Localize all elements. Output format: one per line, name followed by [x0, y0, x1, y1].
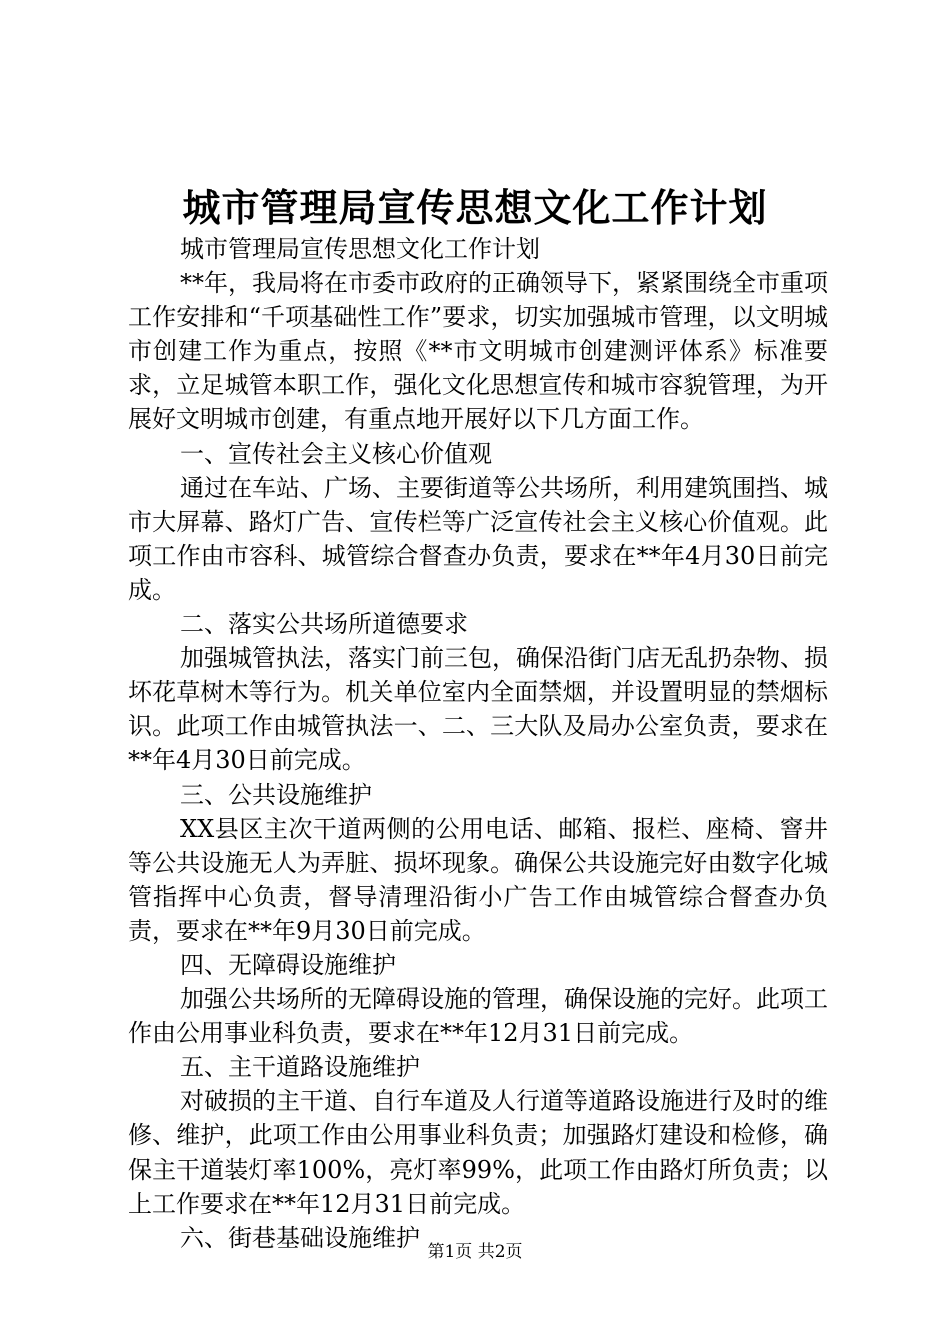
document-body	[128, 232, 828, 1255]
section-heading-2: 二、落实公共场所道德要求	[180, 610, 468, 639]
section-heading-1: 一、宣传社会主义核心价值观	[180, 439, 492, 468]
section-heading-6: 六、街巷基础设施维护	[180, 1223, 420, 1252]
page-footer: 第1页 共2页	[427, 1242, 523, 1262]
section-heading-5: 五、主干道路设施维护	[180, 1053, 420, 1082]
paragraph-section-1: 通过在车站、广场、主要街道等公共场所，利用建筑围挡、城市大屏幕、路灯广告、宣传栏等广泛宣传社会主义核心价值观。此项工作由市容科、城管综合督查办负责，要求在**年4月30日前完成。	[128, 473, 828, 604]
paragraph-subtitle: 城市管理局宣传思想文化工作计划	[180, 235, 540, 263]
paragraph-section-5: 对破损的主干道、自行车道及人行道等道路设施进行及时的维修、维护，此项工作由公用事业科负责；加强路灯建设和检修，确保主干道装灯率100%，亮灯率99%，此项工作由路灯所负责；以上工作要求在**年12月31日前完成。	[128, 1087, 828, 1218]
paragraph-section-2: 加强城管执法，落实门前三包，确保沿街门店无乱扔杂物、损坏花草树木等行为。机关单位室内全面禁烟，并设置明显的禁烟标识。此项工作由城管执法一、二、三大队及局办公室负责，要求在**年4月30日前完成。	[128, 644, 828, 775]
paragraph-section-3: XX县区主次干道两侧的公用电话、邮箱、报栏、座椅、窨井等公共设施无人为弄脏、损坏现象。确保公共设施完好由数字化城管指挥中心负责，督导清理沿街小广告工作由城管综合督查办负责，要求在**年9月30日前完成。	[128, 814, 828, 945]
section-heading-3: 三、公共设施维护	[180, 780, 372, 809]
document-title: 城市管理局宣传思想文化工作计划	[182, 185, 768, 230]
section-heading-4: 四、无障碍设施维护	[180, 950, 396, 979]
paragraph-intro: **年，我局将在市委市政府的正确领导下，紧紧围绕全市重项工作安排和“千项基础性工作”要求，切实加强城市管理，以文明城市创建工作为重点，按照《**市文明城市创建测评体系》标准要求，立足城管本职工作，强化文化思想宣传和城市容貌管理，为开展好文明城市创建，有重点地开展好以下几方面工作。	[128, 269, 828, 434]
paragraph-section-4: 加强公共场所的无障碍设施的管理，确保设施的完好。此项工作由公用事业科负责，要求在**年12月31日前完成。	[128, 985, 828, 1048]
